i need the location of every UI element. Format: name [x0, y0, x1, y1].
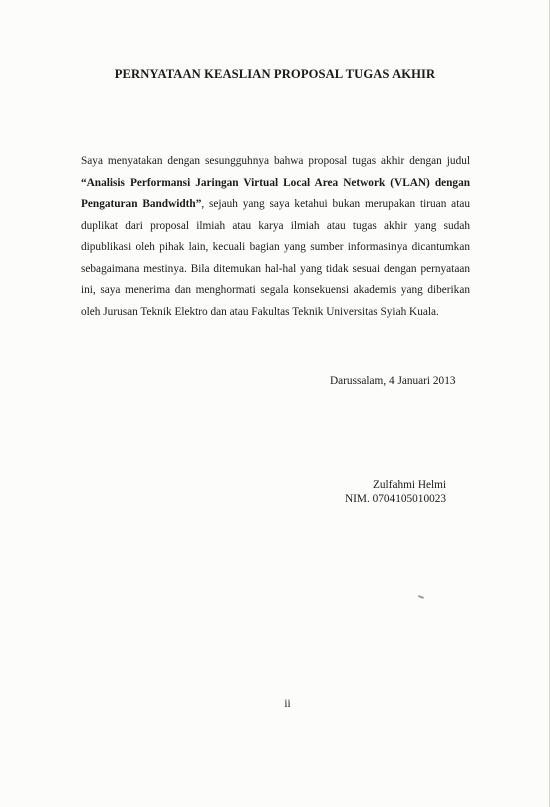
place-and-date: Darussalam, 4 Januari 2013	[330, 375, 456, 387]
page-number: ii	[284, 698, 291, 710]
thesis-title: “Analisis Performansi Jaringan Virtual Local Area Network (VLAN) dengan Pengaturan Bandwidth”	[81, 176, 470, 210]
statement-paragraph	[81, 151, 470, 323]
statement-body: , sejauh yang saya ketahui bukan merupakan tiruan atau duplikat dari proposal ilmiah atau karya ilmiah atau tugas akhir yang sudah dipublikasi oleh pihak lain, kecuali bagian yang sumber informasinya dicantumkan sebagaimana mestinya. Bila ditemukan hal-hal yang tidak sesuai dengan pernyataan ini, saya menerima dan menghormati segala konsekuensi akademis yang diberikan oleh Jurusan Teknik Elektro dan atau Fakultas Teknik Universitas Syiah Kuala.	[81, 198, 470, 318]
scan-speck	[418, 595, 424, 599]
signer-nim: NIM. 0704105010023	[345, 493, 447, 505]
signer-name: Zulfahmi Helmi	[373, 479, 447, 491]
document-title: PERNYATAAN KEASLIAN PROPOSAL TUGAS AKHIR	[114, 67, 436, 81]
statement-intro: Saya menyatakan dengan sesungguhnya bahwa proposal tugas akhir dengan judul	[81, 155, 470, 167]
